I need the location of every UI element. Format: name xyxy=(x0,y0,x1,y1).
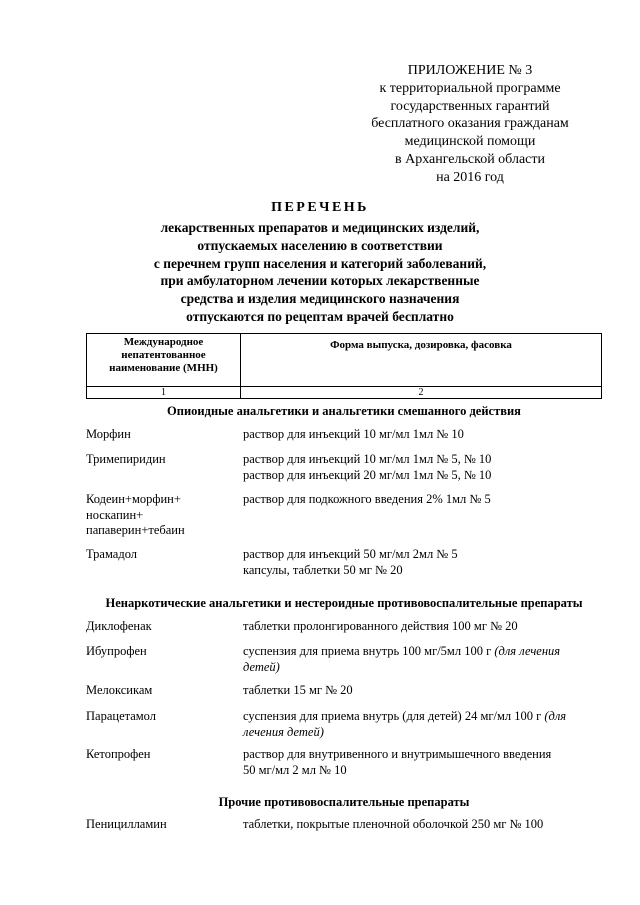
section-title: Ненаркотические анальгетики и нестероидные противовоспалительные препараты xyxy=(105,596,583,610)
drug-name xyxy=(86,427,236,443)
drug-form-line: таблетки пролонгированного действия 100 мг № 20 xyxy=(243,619,518,633)
drug-name-line: Диклофенак xyxy=(86,619,152,633)
appendix-line: государственных гарантий xyxy=(390,98,550,114)
drug-form-note: детей) xyxy=(243,659,280,674)
drug-form xyxy=(243,547,603,578)
column-header-form: Форма выпуска, дозировка, фасовка xyxy=(241,334,602,387)
document-title: ПЕРЕЧЕНЬ xyxy=(271,200,369,215)
drug-form-line: раствор для подкожного введения 2% 1мл № 5 xyxy=(243,492,491,506)
drug-form-line xyxy=(243,644,603,660)
drug-form-text: суспензия для приема внутрь (для детей) 24 мг/мл 100 г xyxy=(243,709,545,723)
subtitle-line: средства и изделия медицинского назначения xyxy=(180,291,460,307)
drug-name xyxy=(86,817,236,833)
drug-form xyxy=(243,709,603,740)
drug-form-line: таблетки, покрытые пленочной оболочкой 250 мг № 100 xyxy=(243,817,544,831)
appendix-line: ПРИЛОЖЕНИЕ № 3 xyxy=(407,63,533,78)
drug-form-line: раствор для инъекций 10 мг/мл 1мл № 5, № 10 xyxy=(243,452,492,466)
subtitle-line: лекарственных препаратов и медицинских изделий, xyxy=(160,220,480,235)
drug-form xyxy=(243,747,603,778)
drug-form xyxy=(243,817,603,833)
drug-form-note: лечения детей) xyxy=(243,724,324,739)
subtitle-line: отпускаются по рецептам врачей бесплатно xyxy=(186,308,454,324)
drug-form xyxy=(243,492,603,508)
drug-form xyxy=(243,683,603,699)
section-title: Опиоидные анальгетики и анальгетики смешанного действия xyxy=(167,404,521,418)
appendix-header xyxy=(345,62,595,187)
column-number-2: 2 xyxy=(241,387,602,399)
drug-name-line: Мелоксикам xyxy=(86,683,153,697)
subtitle-line: при амбулаторном лечении которых лекарственные xyxy=(160,273,480,289)
drug-form-line: 50 мг/мл 2 мл № 10 xyxy=(243,762,347,777)
drug-form-note: (для лечения xyxy=(494,644,561,658)
column-number-1: 1 xyxy=(87,387,241,399)
drug-name xyxy=(86,709,236,725)
document-subtitle xyxy=(90,219,550,326)
drug-name xyxy=(86,619,236,635)
drug-form xyxy=(243,427,603,443)
section-title: Прочие противовоспалительные препараты xyxy=(218,795,470,809)
drug-name xyxy=(86,547,236,563)
drug-form-note: (для xyxy=(544,709,567,723)
drug-name-line: Парацетамол xyxy=(86,709,157,723)
drug-name-line: папаверин+тебаин xyxy=(86,523,185,537)
drug-form-line: раствор для инъекций 10 мг/мл 1мл № 10 xyxy=(243,427,464,441)
drug-form xyxy=(243,452,603,483)
drug-name-line: Морфин xyxy=(86,427,131,441)
drug-form xyxy=(243,644,603,675)
drug-name xyxy=(86,492,236,539)
drug-form-text: суспензия для приема внутрь 100 мг/5мл 100 г xyxy=(243,644,495,658)
appendix-line: к территориальной программе xyxy=(379,80,561,96)
drug-name-line: Ибупрофен xyxy=(86,644,147,658)
drug-name xyxy=(86,747,236,763)
drug-name xyxy=(86,644,236,660)
appendix-line: медицинской помощи xyxy=(404,134,536,150)
subtitle-line: с перечнем групп населения и категорий заболеваний, xyxy=(153,255,487,271)
drug-form-line: раствор для инъекций 50 мг/мл 2мл № 5 xyxy=(243,547,458,561)
drug-name-line: Тримепиридин xyxy=(86,452,166,466)
drug-form-line xyxy=(243,709,603,725)
subtitle-line: отпускаемых населению в соответствии xyxy=(197,237,443,253)
drug-name-line: Кодеин+морфин+ xyxy=(86,492,181,506)
drug-name-line: Трамадол xyxy=(86,547,138,561)
drug-form-line: раствор для инъекций 20 мг/мл 1мл № 5, № 10 xyxy=(243,467,492,482)
drug-name-line: Пеницилламин xyxy=(86,817,167,831)
drug-form-line: таблетки 15 мг № 20 xyxy=(243,683,353,697)
table-header xyxy=(86,333,602,399)
drug-name-line: носкапин+ xyxy=(86,507,144,522)
appendix-line: бесплатного оказания гражданам xyxy=(371,116,569,132)
drug-name xyxy=(86,683,236,699)
drug-name xyxy=(86,452,236,468)
appendix-line: в Архангельской области xyxy=(395,151,545,167)
drug-name-line: Кетопрофен xyxy=(86,747,151,761)
column-header-inn: Международное непатентованное наименование (МНН) xyxy=(87,334,241,387)
drug-form-line: раствор для внутривенного и внутримышечного введения xyxy=(243,747,552,761)
appendix-line: на 2016 год xyxy=(436,169,504,185)
drug-form xyxy=(243,619,603,635)
drug-form-line: капсулы, таблетки 50 мг № 20 xyxy=(243,562,403,577)
